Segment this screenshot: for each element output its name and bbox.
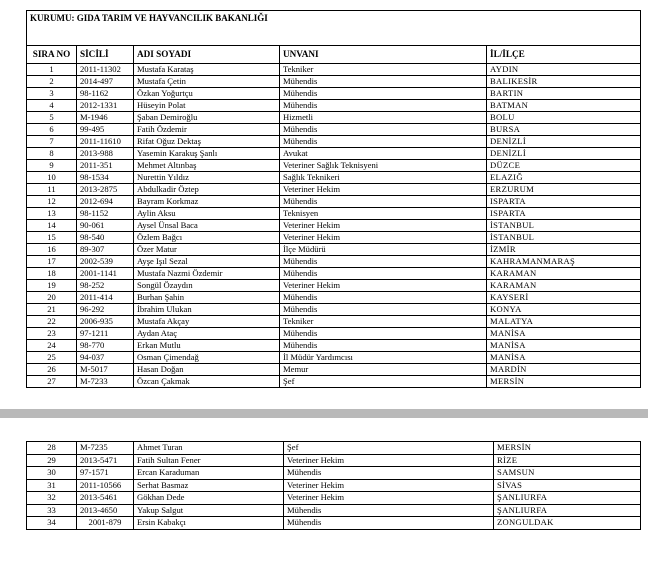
cell-adi-soyadi: Gökhan Dede <box>134 492 284 505</box>
cell-sicil: 2013-4650 <box>77 504 134 517</box>
table-row <box>27 148 641 160</box>
table-row <box>27 184 641 196</box>
cell-adi-soyadi: İbrahim Ulukan <box>134 304 280 316</box>
cell-unvan: Mühendis <box>280 328 487 340</box>
document-page-2 <box>26 441 640 530</box>
cell-sicil: 2011-11610 <box>77 136 134 148</box>
cell-adi-soyadi: Abdulkadir Öztep <box>134 184 280 196</box>
cell-il-ilce: MERSİN <box>487 376 641 388</box>
cell-sira-no: 3 <box>27 88 77 100</box>
cell-sira-no: 27 <box>27 376 77 388</box>
cell-il-ilce: BALIKESİR <box>487 76 641 88</box>
table-row <box>27 76 641 88</box>
cell-unvan: İl Müdür Yardımcısı <box>280 352 487 364</box>
cell-sira-no: 14 <box>27 220 77 232</box>
cell-sira-no: 26 <box>27 364 77 376</box>
cell-adi-soyadi: Bayram Korkmaz <box>134 196 280 208</box>
cell-unvan: Mühendis <box>280 76 487 88</box>
cell-sira-no: 4 <box>27 100 77 112</box>
cell-unvan: Mühendis <box>280 100 487 112</box>
cell-unvan: Mühendis <box>280 196 487 208</box>
cell-adi-soyadi: Özkan Yoğurtçu <box>134 88 280 100</box>
cell-sicil: 2001-1141 <box>77 268 134 280</box>
cell-adi-soyadi: Yakup Salgut <box>134 504 284 517</box>
cell-unvan: Veteriner Hekim <box>284 479 494 492</box>
cell-adi-soyadi: Mustafa Nazmi Özdemir <box>134 268 280 280</box>
cell-sira-no: 17 <box>27 256 77 268</box>
cell-unvan: Veteriner Hekim <box>280 232 487 244</box>
page-separator <box>0 409 648 418</box>
cell-unvan: Mühendis <box>280 340 487 352</box>
table-row <box>27 196 641 208</box>
cell-sicil: 2012-1331 <box>77 100 134 112</box>
table-row <box>27 517 641 530</box>
table-row <box>27 112 641 124</box>
cell-adi-soyadi: Ercan Karaduman <box>134 467 284 480</box>
cell-unvan: Mühendis <box>280 256 487 268</box>
cell-il-ilce: ISPARTA <box>487 208 641 220</box>
cell-il-ilce: KAHRAMANMARAŞ <box>487 256 641 268</box>
cell-sira-no: 9 <box>27 160 77 172</box>
cell-il-ilce: SAMSUN <box>494 467 641 480</box>
cell-sicil: 2001-879 <box>77 517 134 530</box>
cell-sira-no: 21 <box>27 304 77 316</box>
cell-sicil: 2011-11302 <box>77 64 134 76</box>
cell-sira-no: 15 <box>27 232 77 244</box>
cell-adi-soyadi: Aysel Ünsal Baca <box>134 220 280 232</box>
table-row <box>27 232 641 244</box>
table-row <box>27 268 641 280</box>
cell-sicil: 96-292 <box>77 304 134 316</box>
cell-adi-soyadi: Songül Özaydın <box>134 280 280 292</box>
table-row <box>27 64 641 76</box>
cell-adi-soyadi: Hasan Doğan <box>134 364 280 376</box>
table-row <box>27 172 641 184</box>
cell-adi-soyadi: Özlem Bağcı <box>134 232 280 244</box>
table-row <box>27 352 641 364</box>
cell-il-ilce: DENİZLİ <box>487 136 641 148</box>
cell-adi-soyadi: Ahmet Turan <box>134 442 284 455</box>
cell-unvan: Mühendis <box>280 136 487 148</box>
table-row <box>27 340 641 352</box>
cell-sicil: 90-061 <box>77 220 134 232</box>
table-row <box>27 304 641 316</box>
column-header-no: SIRA NO <box>27 46 77 64</box>
cell-sicil: M-7233 <box>77 376 134 388</box>
cell-sira-no: 29 <box>27 454 77 467</box>
cell-sira-no: 22 <box>27 316 77 328</box>
cell-adi-soyadi: Şaban Demiroğlu <box>134 112 280 124</box>
cell-il-ilce: SİVAS <box>494 479 641 492</box>
cell-sira-no: 7 <box>27 136 77 148</box>
table-row <box>27 467 641 480</box>
cell-sicil: 98-1152 <box>77 208 134 220</box>
cell-sira-no: 33 <box>27 504 77 517</box>
cell-sira-no: 1 <box>27 64 77 76</box>
institution-label: KURUMU: GIDA TARIM VE HAYVANCILIK BAKANLIĞI <box>27 11 641 46</box>
cell-unvan: Memur <box>280 364 487 376</box>
cell-sicil: M-7235 <box>77 442 134 455</box>
cell-sicil: 98-770 <box>77 340 134 352</box>
cell-sira-no: 6 <box>27 124 77 136</box>
table-header-row <box>27 46 641 64</box>
cell-sira-no: 2 <box>27 76 77 88</box>
cell-unvan: Veteriner Hekim <box>284 454 494 467</box>
cell-il-ilce: AYDIN <box>487 64 641 76</box>
cell-adi-soyadi: Erkan Mutlu <box>134 340 280 352</box>
table-row <box>27 208 641 220</box>
table-row <box>27 220 641 232</box>
cell-sicil: 89-307 <box>77 244 134 256</box>
cell-unvan: Şef <box>284 442 494 455</box>
cell-sicil: 98-1534 <box>77 172 134 184</box>
cell-sira-no: 25 <box>27 352 77 364</box>
cell-sira-no: 13 <box>27 208 77 220</box>
cell-il-ilce: MANİSA <box>487 340 641 352</box>
cell-il-ilce: ZONGULDAK <box>494 517 641 530</box>
cell-adi-soyadi: Fatih Özdemir <box>134 124 280 136</box>
cell-unvan: Mühendis <box>280 268 487 280</box>
cell-il-ilce: MALATYA <box>487 316 641 328</box>
cell-il-ilce: MARDİN <box>487 364 641 376</box>
cell-unvan: Sağlık Teknikeri <box>280 172 487 184</box>
column-header-adi: ADI SOYADI <box>134 46 280 64</box>
cell-il-ilce: KARAMAN <box>487 280 641 292</box>
cell-il-ilce: RİZE <box>494 454 641 467</box>
cell-il-ilce: DÜZCE <box>487 160 641 172</box>
cell-sicil: 98-1162 <box>77 88 134 100</box>
table-row <box>27 160 641 172</box>
cell-adi-soyadi: Aydan Ataç <box>134 328 280 340</box>
cell-sira-no: 19 <box>27 280 77 292</box>
cell-sira-no: 31 <box>27 479 77 492</box>
cell-il-ilce: ELAZIĞ <box>487 172 641 184</box>
cell-sira-no: 18 <box>27 268 77 280</box>
cell-sicil: M-1946 <box>77 112 134 124</box>
cell-adi-soyadi: Ersin Kabakçı <box>134 517 284 530</box>
cell-adi-soyadi: Fatih Sultan Fener <box>134 454 284 467</box>
table-row <box>27 492 641 505</box>
cell-sira-no: 30 <box>27 467 77 480</box>
cell-sicil: 98-540 <box>77 232 134 244</box>
cell-sicil: 98-252 <box>77 280 134 292</box>
cell-adi-soyadi: Yasemin Karakuş Şanlı <box>134 148 280 160</box>
cell-adi-soyadi: Osman Çimendağ <box>134 352 280 364</box>
cell-sicil: 2014-497 <box>77 76 134 88</box>
cell-il-ilce: MANİSA <box>487 328 641 340</box>
cell-sira-no: 23 <box>27 328 77 340</box>
cell-adi-soyadi: Özer Matur <box>134 244 280 256</box>
table-body-page-2 <box>27 442 641 530</box>
cell-adi-soyadi: Özcan Çakmak <box>134 376 280 388</box>
cell-sicil: 2011-351 <box>77 160 134 172</box>
cell-il-ilce: BATMAN <box>487 100 641 112</box>
table-row <box>27 100 641 112</box>
cell-il-ilce: ISPARTA <box>487 196 641 208</box>
cell-sira-no: 28 <box>27 442 77 455</box>
cell-sira-no: 10 <box>27 172 77 184</box>
table-row <box>27 504 641 517</box>
cell-il-ilce: ŞANLIURFA <box>494 504 641 517</box>
cell-sicil: 2013-5471 <box>77 454 134 467</box>
personnel-table-page-1 <box>26 10 641 388</box>
cell-il-ilce: MERSİN <box>494 442 641 455</box>
cell-adi-soyadi: Burhan Şahin <box>134 292 280 304</box>
cell-adi-soyadi: Mehmet Altınbaş <box>134 160 280 172</box>
cell-adi-soyadi: Mustafa Akçay <box>134 316 280 328</box>
cell-unvan: Mühendis <box>280 88 487 100</box>
table-row <box>27 364 641 376</box>
cell-unvan: Mühendis <box>280 124 487 136</box>
cell-adi-soyadi: Ayşe Işıl Sezal <box>134 256 280 268</box>
table-row <box>27 88 641 100</box>
cell-sira-no: 12 <box>27 196 77 208</box>
cell-sira-no: 16 <box>27 244 77 256</box>
cell-unvan: Mühendis <box>280 292 487 304</box>
table-row <box>27 244 641 256</box>
table-row <box>27 280 641 292</box>
cell-sicil: 2011-10566 <box>77 479 134 492</box>
cell-unvan: Veteriner Hekim <box>284 492 494 505</box>
cell-il-ilce: KAYSERİ <box>487 292 641 304</box>
cell-il-ilce: MANİSA <box>487 352 641 364</box>
document-page-1 <box>26 10 640 388</box>
cell-sicil: 2012-694 <box>77 196 134 208</box>
cell-sira-no: 20 <box>27 292 77 304</box>
cell-unvan: Mühendis <box>284 504 494 517</box>
cell-sicil: 2013-2875 <box>77 184 134 196</box>
cell-adi-soyadi: Nurettin Yıldız <box>134 172 280 184</box>
table-row <box>27 328 641 340</box>
cell-il-ilce: KARAMAN <box>487 268 641 280</box>
cell-unvan: Teknisyen <box>280 208 487 220</box>
cell-unvan: Mühendis <box>284 467 494 480</box>
table-body-page-1 <box>27 64 641 388</box>
cell-adi-soyadi: Hüseyin Polat <box>134 100 280 112</box>
cell-adi-soyadi: Serhat Basmaz <box>134 479 284 492</box>
column-header-unvan: UNVANI <box>280 46 487 64</box>
table-row <box>27 454 641 467</box>
cell-sicil: 2013-988 <box>77 148 134 160</box>
cell-sicil: 97-1571 <box>77 467 134 480</box>
cell-unvan: Tekniker <box>280 316 487 328</box>
cell-unvan: Mühendis <box>280 304 487 316</box>
cell-unvan: Veteriner Hekim <box>280 184 487 196</box>
cell-il-ilce: BARTIN <box>487 88 641 100</box>
cell-sicil: 2002-539 <box>77 256 134 268</box>
cell-il-ilce: BURSA <box>487 124 641 136</box>
cell-unvan: Hizmetli <box>280 112 487 124</box>
table-row <box>27 442 641 455</box>
cell-adi-soyadi: Aylin Aksu <box>134 208 280 220</box>
table-row <box>27 316 641 328</box>
cell-il-ilce: KONYA <box>487 304 641 316</box>
cell-unvan: Tekniker <box>280 64 487 76</box>
cell-sicil: 94-037 <box>77 352 134 364</box>
cell-sicil: 2006-935 <box>77 316 134 328</box>
cell-il-ilce: İSTANBUL <box>487 232 641 244</box>
cell-unvan: Şef <box>280 376 487 388</box>
cell-il-ilce: ŞANLIURFA <box>494 492 641 505</box>
cell-il-ilce: DENİZLİ <box>487 148 641 160</box>
table-row <box>27 256 641 268</box>
cell-unvan: Veteriner Sağlık Teknisyeni <box>280 160 487 172</box>
table-row <box>27 124 641 136</box>
cell-unvan: Veteriner Hekim <box>280 220 487 232</box>
cell-sicil: 2013-5461 <box>77 492 134 505</box>
cell-sira-no: 5 <box>27 112 77 124</box>
table-row <box>27 292 641 304</box>
cell-unvan: Mühendis <box>284 517 494 530</box>
table-row <box>27 376 641 388</box>
cell-sicil: 97-1211 <box>77 328 134 340</box>
cell-sira-no: 8 <box>27 148 77 160</box>
column-header-il: İL/İLÇE <box>487 46 641 64</box>
cell-sira-no: 11 <box>27 184 77 196</box>
cell-adi-soyadi: Mustafa Çetin <box>134 76 280 88</box>
cell-unvan: İlçe Müdürü <box>280 244 487 256</box>
cell-sira-no: 34 <box>27 517 77 530</box>
cell-unvan: Veteriner Hekim <box>280 280 487 292</box>
column-header-sicil: SİCİLİ <box>77 46 134 64</box>
cell-sicil: M-5017 <box>77 364 134 376</box>
cell-il-ilce: ERZURUM <box>487 184 641 196</box>
cell-sicil: 99-495 <box>77 124 134 136</box>
personnel-table-page-2 <box>26 441 641 530</box>
cell-adi-soyadi: Mustafa Karataş <box>134 64 280 76</box>
cell-adi-soyadi: Rifat Oğuz Dektaş <box>134 136 280 148</box>
cell-sicil: 2011-414 <box>77 292 134 304</box>
table-row <box>27 479 641 492</box>
cell-il-ilce: İZMİR <box>487 244 641 256</box>
cell-unvan: Avukat <box>280 148 487 160</box>
cell-sira-no: 24 <box>27 340 77 352</box>
cell-il-ilce: İSTANBUL <box>487 220 641 232</box>
cell-il-ilce: BOLU <box>487 112 641 124</box>
table-row <box>27 136 641 148</box>
cell-sira-no: 32 <box>27 492 77 505</box>
